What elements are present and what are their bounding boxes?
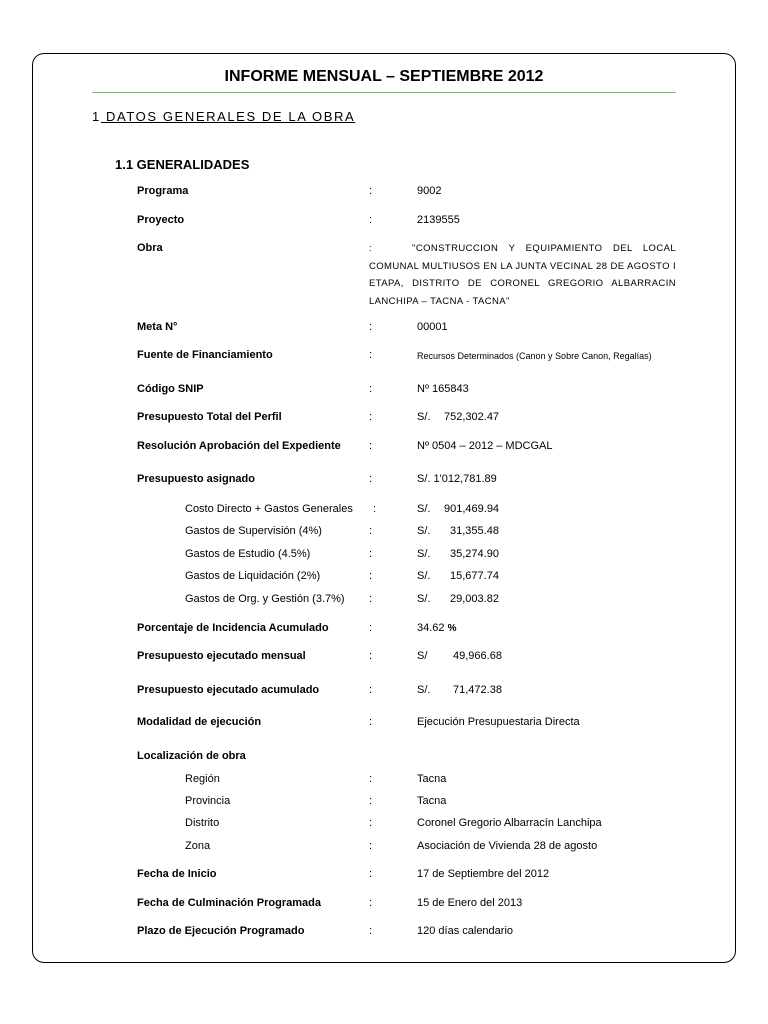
costo-directo-currency: S/. [417, 503, 431, 515]
section-label: DATOS GENERALES DE LA OBRA [100, 109, 356, 124]
fecha-inicio-value: 17 de Septiembre del 2012 [417, 868, 550, 880]
programa-label: Programa [137, 185, 189, 197]
plazo-value: 120 días calendario [417, 925, 514, 937]
org-gestion-amount: 29,003.82 [450, 593, 499, 605]
estudio-amount: 35,274.90 [450, 548, 499, 560]
ejec-acumulado-currency: S/. [417, 684, 431, 696]
incidencia-number: 34.62 [417, 622, 445, 634]
colon: : [369, 570, 373, 582]
plazo-label: Plazo de Ejecución Programado [137, 925, 305, 937]
snip-label: Código SNIP [137, 383, 204, 395]
costo-directo-amount: 901,469.94 [444, 503, 500, 515]
colon: : [369, 548, 373, 560]
fuente-value: Recursos Determinados (Canon y Sobre Canon, Regalías) [417, 351, 652, 361]
colon: : [369, 525, 373, 537]
fuente-label: Fuente de Financiamiento [137, 349, 273, 361]
pres-asignado-label: Presupuesto asignado [137, 473, 255, 485]
report-title: INFORME MENSUAL – SEPTIEMBRE 2012 [224, 68, 544, 85]
distrito-label: Distrito [185, 817, 220, 829]
colon: : [369, 383, 373, 395]
colon: : [369, 773, 373, 785]
subsection-heading: 1.1 GENERALIDADES [115, 157, 250, 172]
org-gestion-label: Gastos de Org. y Gestión (3.7%) [185, 593, 345, 605]
org-gestion-currency: S/. [417, 593, 431, 605]
fecha-culminacion-label: Fecha de Culminación Programada [137, 897, 321, 909]
provincia-label: Provincia [185, 795, 231, 807]
ejec-mensual-amount: 49,966.68 [453, 650, 502, 662]
obra-text: "CONSTRUCCION Y EQUIPAMIENTO DEL LOCAL COMUNAL MULTIUSOS EN LA JUNTA VECINAL 28 DE AGOSTO I ETAPA, DISTRITO DE CORONEL GREGORIO ALBARRACIN LANCHIPA – TACNA - TACNA" [369, 243, 676, 307]
incidencia-label: Porcentaje de Incidencia Acumulado [137, 622, 329, 634]
fecha-culminacion-value: 15 de Enero del 2013 [417, 897, 523, 909]
estudio-label: Gastos de Estudio (4.5%) [185, 548, 311, 560]
colon: : [369, 473, 373, 485]
colon: : [369, 684, 373, 696]
colon: : [369, 716, 373, 728]
pres-asignado-value: S/. 1'012,781.89 [417, 473, 497, 485]
meta-label: Meta N° [137, 321, 178, 333]
zona-value: Asociación de Vivienda 28 de agosto [417, 840, 598, 852]
colon: : [369, 840, 373, 852]
colon: : [369, 817, 373, 829]
colon: : [369, 185, 373, 197]
section-number: 1 [92, 109, 101, 124]
resolucion-value: Nº 0504 – 2012 – MDCGAL [417, 440, 553, 452]
colon: : [373, 503, 377, 515]
costo-directo-label: Costo Directo + Gastos Generales [185, 503, 353, 515]
region-value: Tacna [417, 773, 447, 785]
pres-total-amount: 752,302.47 [444, 411, 500, 423]
colon: : [369, 868, 373, 880]
colon: : [369, 214, 373, 226]
snip-value: Nº 165843 [417, 383, 469, 395]
meta-value: 00001 [417, 321, 448, 333]
colon: : [369, 243, 373, 254]
colon: : [369, 411, 373, 423]
pres-total-label: Presupuesto Total del Perfil [137, 411, 282, 423]
supervision-label: Gastos de Supervisión (4%) [185, 525, 322, 537]
ejec-acumulado-label: Presupuesto ejecutado acumulado [137, 684, 320, 696]
obra-label: Obra [137, 242, 163, 254]
provincia-value: Tacna [417, 795, 447, 807]
colon: : [369, 593, 373, 605]
colon: : [369, 897, 373, 909]
zona-label: Zona [185, 840, 211, 852]
incidencia-unit: % [447, 623, 457, 634]
ejec-mensual-currency: S/ [417, 650, 428, 662]
colon: : [369, 925, 373, 937]
liquidacion-amount: 15,677.74 [450, 570, 499, 582]
distrito-value: Coronel Gregorio Albarracín Lanchipa [417, 817, 602, 829]
localizacion-label: Localización de obra [137, 750, 246, 762]
incidencia-value [417, 622, 457, 634]
colon: : [369, 795, 373, 807]
ejec-acumulado-amount: 71,472.38 [453, 684, 502, 696]
section-heading [92, 109, 355, 124]
supervision-currency: S/. [417, 525, 431, 537]
liquidacion-label: Gastos de Liquidación (2%) [185, 570, 321, 582]
colon: : [369, 321, 373, 333]
proyecto-label: Proyecto [137, 214, 185, 226]
colon: : [369, 440, 373, 452]
programa-value: 9002 [417, 185, 442, 197]
fecha-inicio-label: Fecha de Inicio [137, 868, 217, 880]
colon: : [369, 650, 373, 662]
modalidad-label: Modalidad de ejecución [137, 716, 262, 728]
colon: : [369, 349, 373, 361]
proyecto-value: 2139555 [417, 214, 460, 226]
title-rule [92, 92, 676, 93]
resolucion-label: Resolución Aprobación del Expediente [137, 440, 341, 452]
estudio-currency: S/. [417, 548, 431, 560]
modalidad-value: Ejecución Presupuestaria Directa [417, 716, 580, 728]
ejec-mensual-label: Presupuesto ejecutado mensual [137, 650, 306, 662]
pres-total-currency: S/. [417, 411, 431, 423]
region-label: Región [185, 773, 220, 785]
supervision-amount: 31,355.48 [450, 525, 499, 537]
liquidacion-currency: S/. [417, 570, 431, 582]
colon: : [369, 622, 373, 634]
obra-value [369, 240, 676, 310]
